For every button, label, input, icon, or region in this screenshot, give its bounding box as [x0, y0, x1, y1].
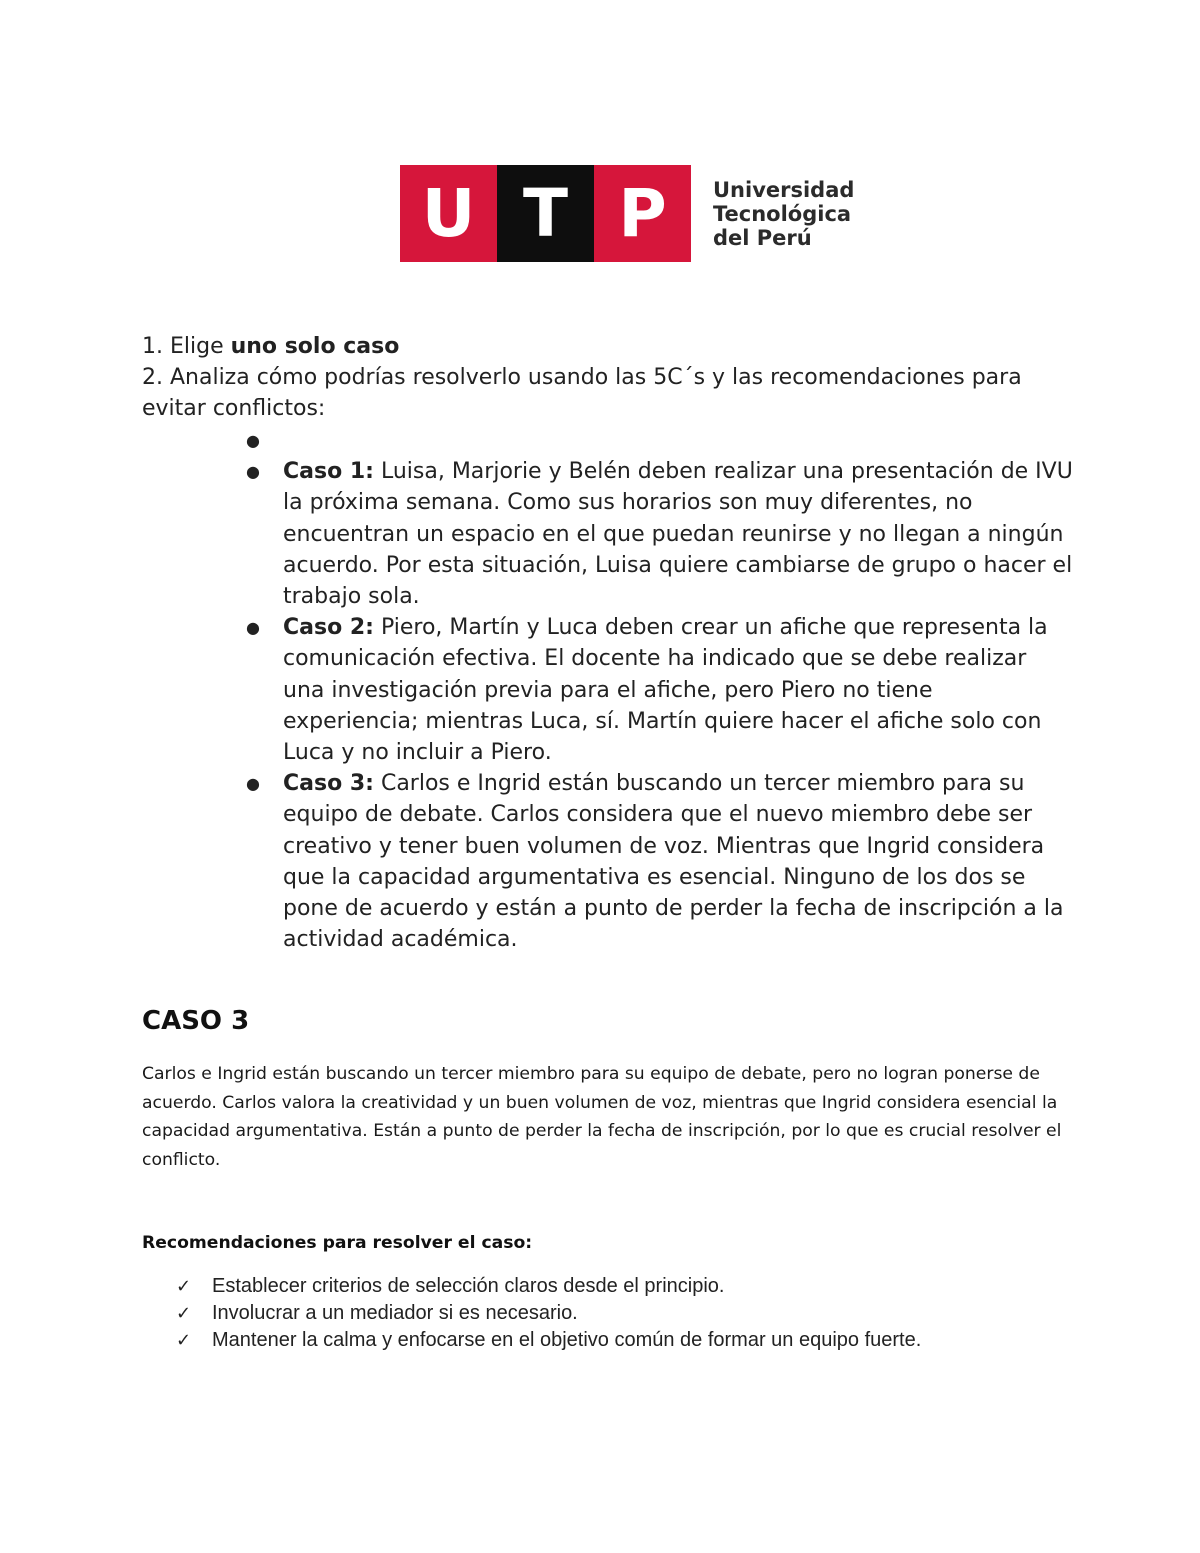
logo-line-3: del Perú	[713, 225, 812, 250]
case-1-label: Caso 1:	[283, 459, 374, 485]
step-1-prefix: 1. Elige	[142, 334, 231, 359]
bullet-icon: ●	[246, 774, 260, 794]
empty-list-item	[246, 425, 1073, 456]
case-2-label: Caso 2:	[283, 615, 374, 641]
logo-letter-t: T	[497, 165, 594, 262]
instruction-step-2: 2. Analiza cómo podrías resolverlo usando las 5C´s y las recomendaciones para evitar conflictos:	[142, 365, 1022, 421]
checkmark-icon: ✓	[176, 1276, 192, 1297]
instructions	[142, 331, 1072, 424]
recommendation-item	[176, 1327, 921, 1354]
recommendation-text: Mantener la calma y enfocarse en el objetivo común de formar un equipo fuerte.	[212, 1329, 922, 1351]
checkmark-icon: ✓	[176, 1330, 192, 1351]
case-item-1	[246, 456, 1073, 612]
case-list	[246, 425, 1073, 955]
bullet-icon: ●	[246, 462, 260, 482]
case-3-label: Caso 3:	[283, 771, 374, 797]
checkmark-icon: ✓	[176, 1303, 192, 1324]
instruction-step-1	[142, 331, 1072, 362]
recommendations-list	[176, 1273, 921, 1354]
utp-logo	[400, 165, 854, 262]
logo-letter-p: P	[594, 165, 691, 262]
step-1-emphasis: uno solo caso	[230, 334, 400, 359]
case-3-text: Carlos e Ingrid están buscando un tercer miembro para su equipo de debate. Carlos considera que el nuevo miembro debe ser creativo y tener buen volumen de voz. Mientras que Ingrid considera que la capacidad argumentativa es esencial. Ninguno de los dos se pone de acuerdo y están a punto de perder la fecha de inscripción a la actividad académica.	[283, 771, 1064, 953]
caso-3-summary: Carlos e Ingrid están buscando un tercer miembro para su equipo de debate, pero no logran ponerse de acuerdo. Carlos valora la creatividad y un buen volumen de voz, mientras que Ingrid considera esencial la capacidad argumentativa. Están a punto de perder la fecha de inscripción, por lo que es crucial resolver el conflicto.	[142, 1064, 1062, 1170]
recommendation-text: Establecer criterios de selección claros desde el principio.	[212, 1275, 725, 1297]
recommendation-text: Involucrar a un mediador si es necesario.	[212, 1302, 578, 1324]
bullet-icon: ●	[246, 431, 260, 450]
recommendations-title: Recomendaciones para resolver el caso:	[142, 1233, 533, 1253]
recommendation-item	[176, 1300, 921, 1327]
bullet-icon: ●	[246, 618, 260, 638]
recommendation-item	[176, 1273, 921, 1300]
logo-letter-u: U	[400, 165, 497, 262]
logo-line-1: Universidad	[713, 177, 855, 202]
logo-line-2: Tecnológica	[713, 201, 852, 226]
case-1-text: Luisa, Marjorie y Belén deben realizar una presentación de IVU la próxima semana. Como sus horarios son muy diferentes, no encuentran un espacio en el que puedan reunirse y no llegan a ningún acuerdo. Por esta situación, Luisa quiere cambiarse de grupo o hacer el trabajo sola.	[283, 459, 1073, 609]
case-item-2	[246, 612, 1073, 768]
logo-wordmark	[713, 178, 854, 250]
caso-3-heading: CASO 3	[142, 1006, 250, 1036]
case-2-text: Piero, Martín y Luca deben crear un afiche que representa la comunicación efectiva. El docente ha indicado que se debe realizar una investigación previa para el afiche, pero Piero no tiene experiencia; mientras Luca, sí. Martín quiere hacer el afiche solo con Luca y no incluir a Piero.	[283, 615, 1048, 766]
case-item-3	[246, 768, 1073, 955]
